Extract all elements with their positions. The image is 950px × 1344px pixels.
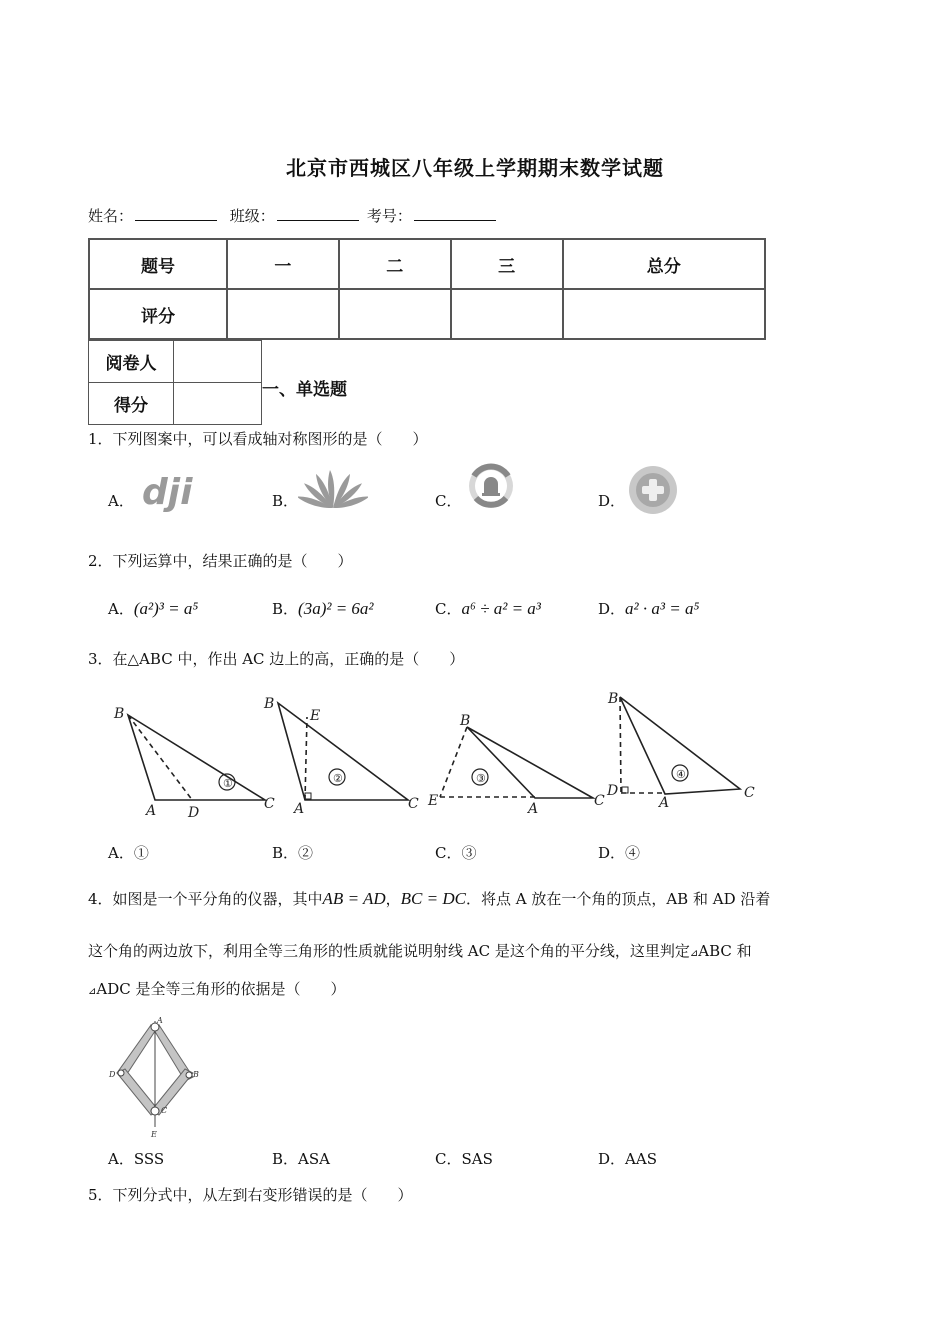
class-label: 班级： [229,207,275,225]
q4-eq1: AB = AD [322,889,386,908]
score-header-cell: 总分 [563,239,765,289]
svg-text:A: A [146,803,157,819]
score-header-cell: 三 [451,239,563,289]
q4-sep: ， [385,890,401,908]
reviewer-label: 阅卷人 [89,341,174,383]
q2-option-d-label: D． [598,600,626,618]
svg-text:③: ③ [476,772,486,785]
q4-eq2: BC = DC [400,889,466,908]
q1-option-b-label[interactable]: B． [272,492,299,510]
q2-option-b[interactable] [272,598,374,619]
q1-option-d-label[interactable]: D． [598,492,626,510]
name-blank[interactable] [135,206,217,221]
name-label: 姓名： [88,207,134,225]
q5-stem: 5．下列分式中，从左到右变形错误的是（ ） [88,1186,413,1204]
q1-option-a-label[interactable]: A． [108,492,134,510]
svg-text:B: B [460,713,471,729]
q2-option-a[interactable] [108,598,198,619]
svg-text:B: B [264,696,275,712]
q2-a-expr: (a²)³ = a⁵ [133,599,199,618]
score-header-cell: 题号 [89,239,227,289]
svg-text:①: ① [223,777,233,790]
svg-text:D: D [607,783,619,799]
svg-text:C: C [594,793,605,809]
reviewer-table [88,340,262,425]
svg-text:②: ② [333,772,343,785]
svg-text:D: D [109,1070,116,1079]
q2-option-c[interactable] [435,598,541,619]
svg-text:B: B [114,706,125,722]
score-row-label: 评分 [89,289,227,339]
huawei-logo-icon [298,466,368,512]
svg-text:C: C [264,796,275,812]
q4-line3-text: ADC 是全等三角形的依据是（ ） [96,980,346,998]
q4-stem-post: ．将点 A 放在一个角的顶点，AB 和 AD 沿着 [465,890,771,908]
q1-stem: 1．下列图案中，可以看成轴对称图形的是（ ） [88,430,428,448]
svg-text:C: C [408,796,419,812]
q2-option-c-label: C． [435,600,462,618]
q4-stem-line3 [88,978,346,999]
score-header-cell: 一 [227,239,339,289]
student-info-line [88,205,504,226]
q4-stem-line1 [88,888,868,909]
q2-b-expr: (3a)² = 6a² [298,599,374,618]
number-label: 考号： [366,207,412,225]
q4-stem-pre: 4．如图是一个平分角的仪器，其中 [88,890,323,908]
svg-text:A: A [294,801,305,817]
q3-stem: 3．在△ABC 中，作出 AC 边上的高，正确的是（ ） [88,650,465,668]
svg-text:E: E [428,793,439,809]
section-heading: 一、单选题 [262,380,347,400]
q4-option-c[interactable]: C．SAS [435,1150,493,1168]
q4-tri1: ABC 和 [698,942,752,960]
plus-logo-icon [626,464,680,516]
q2-c-expr: a⁶ ÷ a² = a³ [461,599,541,618]
svg-text:A: A [157,1016,163,1025]
svg-text:D: D [188,805,200,821]
q4-option-a[interactable]: A．SSS [108,1150,165,1168]
bell-logo-icon [464,462,518,510]
q3-figure-2 [263,696,419,817]
angle-bisector-instrument-figure [105,1015,205,1140]
triangle-icon: ⊿ [689,948,699,959]
svg-text:C: C [161,1106,168,1115]
q3-option-b[interactable]: B．② [272,844,314,862]
q2-option-b-label: B． [272,600,299,618]
svg-text:B: B [193,1070,199,1079]
dji-logo-text: dji [142,472,193,513]
svg-text:④: ④ [676,768,686,781]
q3-figure-1 [113,706,275,821]
class-blank[interactable] [277,206,359,221]
score-cell[interactable] [563,289,765,339]
dji-logo-icon [140,470,220,514]
score-cell[interactable] [339,289,451,339]
q2-d-expr: a² · a³ = a⁵ [625,599,700,618]
q4-option-b[interactable]: B．ASA [272,1150,330,1168]
score-cell[interactable] [451,289,563,339]
q3-triangle-figures [100,685,770,825]
score-cell[interactable] [227,289,339,339]
svg-text:C: C [744,785,755,801]
triangle-icon: ⊿ [88,986,97,997]
svg-text:E: E [310,708,321,724]
reviewer-cell[interactable] [174,341,262,383]
q4-stem-line2 [88,940,752,961]
reviewer-score-label: 得分 [89,383,174,425]
q4-line2-text: 这个角的两边放下，利用全等三角形的性质就能说明射线 AC 是这个角的平分线，这里判定 [88,942,690,960]
q3-option-a[interactable]: A．① [108,844,149,862]
q2-option-a-label: A． [108,600,134,618]
q2-stem: 2．下列运算中，结果正确的是（ ） [88,552,353,570]
q3-figure-4 [606,691,755,811]
q4-option-d[interactable]: D．AAS [598,1150,657,1168]
score-header-cell: 二 [339,239,451,289]
reviewer-score-cell[interactable] [174,383,262,425]
page-title: 北京市西城区八年级上学期期末数学试题 [286,156,664,180]
q3-option-d[interactable]: D．④ [598,844,641,862]
svg-text:A: A [528,801,539,817]
svg-text:E: E [151,1130,157,1139]
q3-option-c[interactable]: C．③ [435,844,477,862]
q3-figure-3 [427,713,605,817]
q1-option-c-label[interactable]: C． [435,492,462,510]
number-blank[interactable] [414,206,496,221]
svg-text:A: A [659,795,670,811]
svg-text:B: B [608,691,619,707]
score-table [88,238,766,340]
q2-option-d[interactable] [598,598,699,619]
